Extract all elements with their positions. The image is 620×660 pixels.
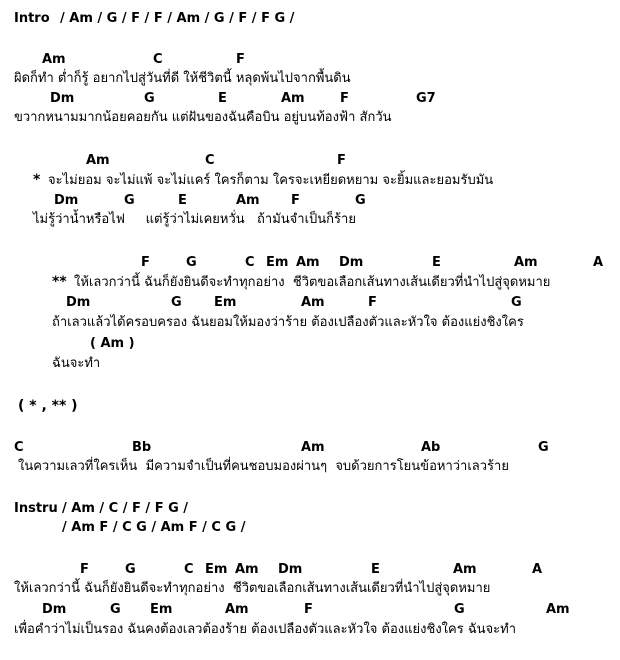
- chord: Am: [225, 602, 249, 617]
- chord: E: [432, 255, 441, 270]
- chord: Am: [86, 153, 110, 168]
- chord: Em: [266, 255, 289, 270]
- chord: Bb: [132, 440, 152, 455]
- chord: G: [171, 295, 182, 310]
- chord: C: [184, 562, 194, 577]
- chord: Em: [150, 602, 173, 617]
- chord: G: [511, 295, 522, 310]
- chord: F: [236, 52, 245, 67]
- lyric-line: ฉันจะทำ: [52, 356, 101, 371]
- chord: C: [245, 255, 255, 270]
- lyric-line: เพื่อคำว่าไม่เป็นรอง ฉันคงต้องเลวต้องร้าย ต้องเปลืองตัวและหัวใจ ต้องแย่งชิงใคร ฉันจะทำ: [14, 622, 517, 637]
- chorus-marker: **: [52, 274, 67, 290]
- intro-progression: / Am / G / F / F / Am / G / F / F G /: [60, 11, 295, 26]
- chord: Am: [235, 562, 259, 577]
- chord: F: [80, 562, 89, 577]
- lyric-line: ไม่รู้ว่าน้ำหรือไฟ แต่รู้ว่าไม่เคยหวั่น ถ้ามันจำเป็นก็ร้าย: [33, 212, 356, 227]
- chord: Am: [514, 255, 538, 270]
- chord: Dm: [50, 91, 75, 106]
- instru-progression: / Am / C / F / F G /: [62, 501, 189, 516]
- lyric-line: จะไม่ยอม จะไม่แพ้ จะไม่แคร์ ใครก็ตาม ใครจะเหยียดหยาม จะยิ้มและยอมรับมัน: [48, 173, 494, 188]
- lyric-line: ผิดก็ทำ ต่ำก็รู้ อยากไปสู่วันที่ดี ให้ชีวิตนี้ หลุดพ้นไปจากพื้นดิน: [14, 71, 351, 86]
- chord: F: [291, 193, 300, 208]
- chord: Am: [546, 602, 570, 617]
- chord: F: [337, 153, 346, 168]
- chord: A: [532, 562, 543, 577]
- repeat-note: ( * , ** ): [18, 398, 78, 414]
- chord: C: [153, 52, 163, 67]
- intro-label: Intro: [14, 11, 50, 26]
- chord: Am: [301, 295, 325, 310]
- chord: Em: [214, 295, 237, 310]
- chord: A: [593, 255, 604, 270]
- chord: Am: [236, 193, 260, 208]
- chord: F: [340, 91, 349, 106]
- lyric-line: ขวากหนามมากน้อยคอยกัน แต่ฝันของฉันคือบิน อยู่บนท้องฟ้า สักวัน: [14, 110, 392, 125]
- lyric-line: ถ้าเลวแล้วได้ครอบครอง ฉันยอมให้มองว่าร้าย ต้องเปลืองตัวและหัวใจ ต้องแย่งชิงใคร: [52, 315, 524, 330]
- chord: G: [538, 440, 549, 455]
- chord: Dm: [42, 602, 67, 617]
- chord: G: [124, 193, 135, 208]
- chord: C: [14, 440, 24, 455]
- chord: Dm: [278, 562, 303, 577]
- lyric-line: ให้เลวกว่านี้ ฉันก็ยังยินดีจะทำทุกอย่าง ชีวิตขอเลือกเส้นทางเส้นเดียวที่นำไปสู่จุดหมาย: [14, 581, 491, 596]
- chord: Am: [453, 562, 477, 577]
- chord: Am: [42, 52, 66, 67]
- chord: Ab: [421, 440, 441, 455]
- chord: G: [186, 255, 197, 270]
- chord: F: [304, 602, 313, 617]
- chord: F: [368, 295, 377, 310]
- chord: G: [355, 193, 366, 208]
- chord: G: [110, 602, 121, 617]
- chord: E: [178, 193, 187, 208]
- chord: E: [371, 562, 380, 577]
- instru-progression: / Am F / C G / Am F / C G /: [62, 520, 246, 535]
- chord-optional: ( Am ): [90, 336, 135, 351]
- chord: E: [218, 91, 227, 106]
- chord: Am: [296, 255, 320, 270]
- chord: C: [205, 153, 215, 168]
- chord: F: [141, 255, 150, 270]
- chord: G: [125, 562, 136, 577]
- chord: G: [144, 91, 155, 106]
- chord: Dm: [339, 255, 364, 270]
- chorus-marker: *: [33, 172, 41, 188]
- chord: G7: [416, 91, 436, 106]
- chord: Am: [281, 91, 305, 106]
- lyric-line: ให้เลวกว่านี้ ฉันก็ยังยินดีจะทำทุกอย่าง ชีวิตขอเลือกเส้นทางเส้นเดียวที่นำไปสู่จุดหมาย: [74, 275, 551, 290]
- chord: Am: [301, 440, 325, 455]
- chord: G: [454, 602, 465, 617]
- chord: Dm: [66, 295, 91, 310]
- chord: Em: [205, 562, 228, 577]
- lyric-line: ในความเลวที่ใครเห็น มีความจำเป็นที่คนชอบมองผ่านๆ จบด้วยการโยนข้อหาว่าเลวร้าย: [18, 459, 509, 474]
- instru-label: Instru: [14, 501, 58, 516]
- chord: Dm: [54, 193, 79, 208]
